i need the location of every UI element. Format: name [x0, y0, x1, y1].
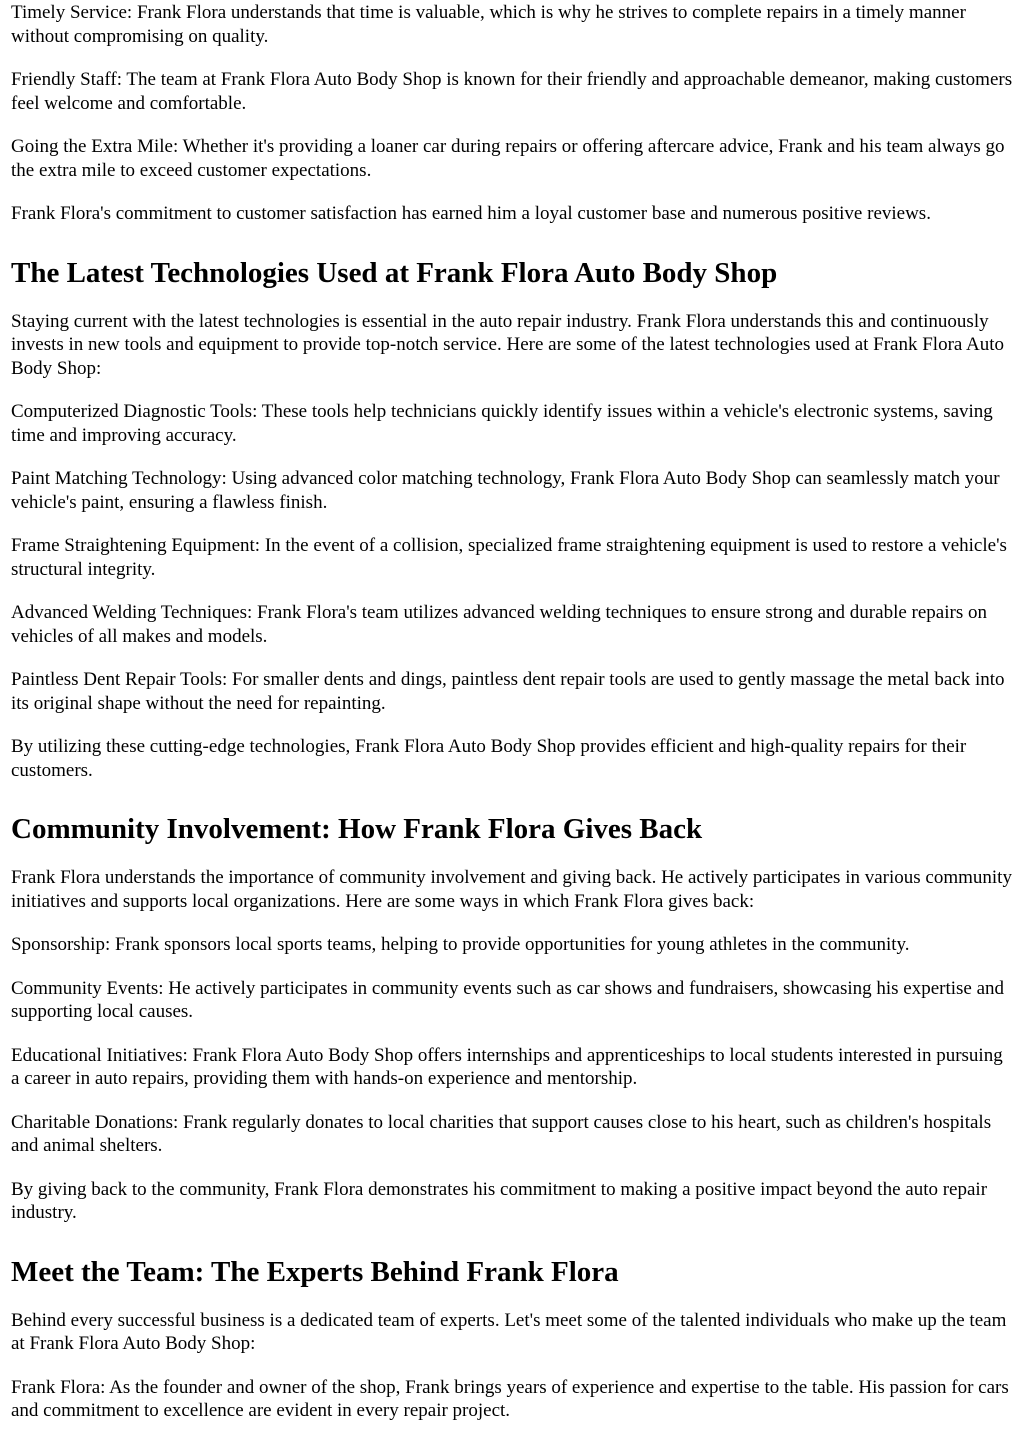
paragraph-customer-satisfaction: Frank Flora's commitment to customer satisfaction has earned him a loyal customer base and numerous positive reviews.: [11, 203, 931, 224]
paragraph-community-conclusion: By giving back to the community, Frank Flora demonstrates his commitment to making a positive impact beyond the auto repair industry.: [11, 1178, 988, 1223]
heading-community: Community Involvement: How Frank Flora Gives Back: [11, 813, 703, 845]
paragraph-charitable: Charitable Donations: Frank regularly donates to local charities that support causes close to his heart, such as children's hospitals and animal shelters.: [11, 1111, 992, 1156]
paragraph-technologies-intro: Staying current with the latest technologies is essential in the auto repair industry. Frank Flora understands this and continuously invests in new tools and equipment to provide top-notch service. Here are some of the latest technologies used at Frank Flora Auto Body Shop:: [11, 310, 1005, 379]
paragraph-frame-straightening: Frame Straightening Equipment: In the event of a collision, specialized frame straightening equipment is used to restore a vehicle's structural integrity.: [11, 535, 1007, 580]
paragraph-friendly-staff: Friendly Staff: The team at Frank Flora Auto Body Shop is known for their friendly and approachable demeanor, making customers feel welcome and comfortable.: [11, 69, 1013, 114]
paragraph-technologies-conclusion: By utilizing these cutting-edge technologies, Frank Flora Auto Body Shop provides efficient and high-quality repairs for their customers.: [11, 736, 967, 781]
heading-technologies: The Latest Technologies Used at Frank Flora Auto Body Shop: [11, 256, 778, 289]
paragraph-community-events: Community Events: He actively participates in community events such as car shows and fundraisers, showcasing his expertise and supporting local causes.: [11, 977, 1005, 1022]
paragraph-timely-service: Timely Service: Frank Flora understands that time is valuable, which is why he strives to complete repairs in a timely manner without compromising on quality.: [11, 2, 966, 47]
paragraph-diagnostic-tools: Computerized Diagnostic Tools: These tools help technicians quickly identify issues within a vehicle's electronic systems, saving time and improving accuracy.: [11, 401, 993, 446]
paragraph-sponsorship: Sponsorship: Frank sponsors local sports teams, helping to provide opportunities for young athletes in the community.: [11, 934, 910, 955]
article-page: [0, 1, 1024, 1447]
paragraph-welding: Advanced Welding Techniques: Frank Flora's team utilizes advanced welding techniques to ensure strong and durable repairs on vehicles of all makes and models.: [11, 602, 987, 647]
paragraph-paintless-dent: Paintless Dent Repair Tools: For smaller dents and dings, paintless dent repair tools are used to gently massage the metal back into its original shape without the need for repainting.: [11, 669, 1005, 714]
paragraph-team-intro: Behind every successful business is a dedicated team of experts. Let's meet some of the talented individuals who make up the team at Frank Flora Auto Body Shop:: [11, 1309, 1007, 1354]
paragraph-frank-flora: Frank Flora: As the founder and owner of the shop, Frank brings years of experience and expertise to the table. His passion for cars and commitment to excellence are evident in every repair project.: [11, 1376, 1009, 1421]
paragraph-community-intro: Frank Flora understands the importance of community involvement and giving back. He actively participates in various community initiatives and supports local organizations. Here are some ways in which Frank Flora gives back:: [11, 867, 1012, 912]
paragraph-educational: Educational Initiatives: Frank Flora Auto Body Shop offers internships and apprenticeships to local students interested in pursuing a career in auto repairs, providing them with hands-on experience and mentorship.: [11, 1044, 1003, 1089]
paragraph-extra-mile: Going the Extra Mile: Whether it's providing a loaner car during repairs or offering aftercare advice, Frank and his team always go the extra mile to exceed customer expectations.: [11, 136, 1005, 181]
paragraph-paint-matching: Paint Matching Technology: Using advanced color matching technology, Frank Flora Auto Body Shop can seamlessly match your vehicle's paint, ensuring a flawless finish.: [11, 468, 1000, 513]
heading-team: Meet the Team: The Experts Behind Frank Flora: [11, 1255, 619, 1288]
